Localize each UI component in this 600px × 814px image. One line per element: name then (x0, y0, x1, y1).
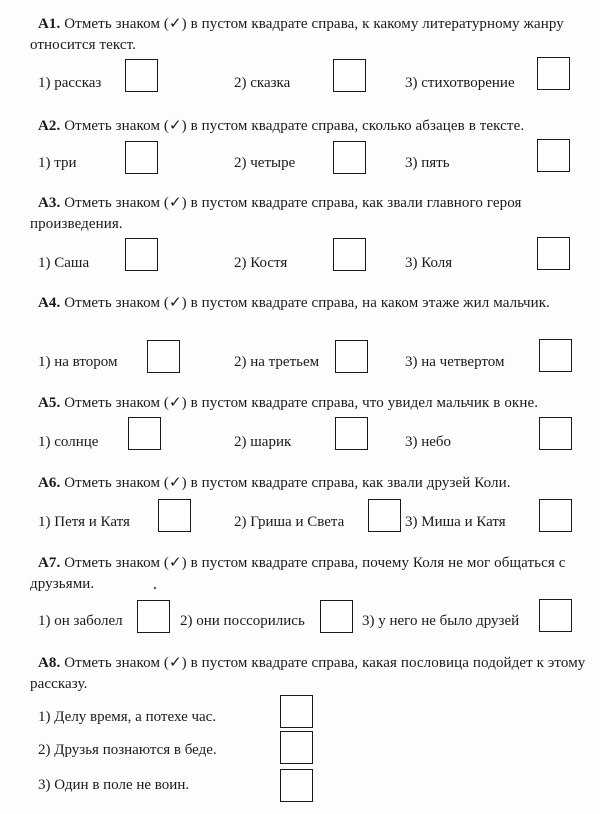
question-number: А8. (38, 655, 61, 671)
option-a1-3: 3) стихотворение (405, 75, 515, 91)
option-a4-2: 2) на третьем (234, 354, 320, 370)
answer-box-a6-1[interactable] (158, 499, 191, 532)
answer-box-a2-1[interactable] (125, 141, 158, 174)
option-a6-2: 2) Гриша и Света (234, 514, 345, 530)
question-prompt: Отметь знаком (✓) в пустом квадрате справа, как звали главного героя произведения. (30, 195, 522, 232)
question-a5-text (30, 393, 590, 414)
answer-box-a6-3[interactable] (539, 499, 572, 532)
question-number: А7. (38, 555, 61, 571)
answer-box-a8-3[interactable] (280, 769, 313, 802)
option-a3-3: 3) Коля (405, 255, 453, 271)
answer-box-a3-2[interactable] (333, 238, 366, 271)
question-number: А1. (38, 16, 61, 32)
answer-box-a7-3[interactable] (539, 599, 572, 632)
answer-box-a2-2[interactable] (333, 141, 366, 174)
option-a8-1: 1) Делу время, а потехе час. (38, 709, 217, 725)
question-a8-text (30, 653, 590, 695)
question-a6-text (30, 473, 590, 494)
option-a7-2: 2) они поссорились (180, 613, 305, 629)
question-prompt: Отметь знаком (✓) в пустом квадрате справа, почему Коля не мог общаться с друзьями. (30, 555, 566, 592)
answer-box-a5-1[interactable] (128, 417, 161, 450)
question-prompt: Отметь знаком (✓) в пустом квадрате справа, сколько абзацев в тексте. (60, 118, 525, 134)
question-prompt: Отметь знаком (✓) в пустом квадрате справа, как звали друзей Коли. (60, 475, 511, 491)
option-a5-3: 3) небо (405, 434, 452, 450)
question-a7-text (30, 553, 590, 595)
answer-box-a3-1[interactable] (125, 238, 158, 271)
question-prompt: Отметь знаком (✓) в пустом квадрате справа, на каком этаже жил мальчик. (60, 295, 550, 311)
option-a3-2: 2) Костя (234, 255, 288, 271)
question-prompt: Отметь знаком (✓) в пустом квадрате справа, к какому литературному жанру относится текст. (30, 16, 564, 53)
option-a4-1: 1) на втором (38, 354, 118, 370)
option-a8-3: 3) Один в поле не воин. (38, 777, 190, 793)
answer-box-a1-2[interactable] (333, 59, 366, 92)
scan-speck (152, 585, 158, 591)
option-a6-3: 3) Миша и Катя (405, 514, 506, 530)
option-a2-3: 3) пять (405, 155, 450, 171)
answer-box-a7-2[interactable] (320, 600, 353, 633)
option-a5-2: 2) шарик (234, 434, 292, 450)
answer-box-a1-1[interactable] (125, 59, 158, 92)
answer-box-a8-1[interactable] (280, 695, 313, 728)
answer-box-a5-3[interactable] (539, 417, 572, 450)
question-a4-text (30, 293, 590, 314)
option-a4-3: 3) на четвертом (405, 354, 505, 370)
question-a2-text (30, 116, 590, 137)
option-a2-2: 2) четыре (234, 155, 296, 171)
option-a6-1: 1) Петя и Катя (38, 514, 130, 530)
option-a5-1: 1) солнце (38, 434, 99, 450)
option-a7-3: 3) у него не было друзей (362, 613, 520, 629)
option-a7-1: 1) он заболел (38, 613, 123, 629)
answer-box-a2-3[interactable] (537, 139, 570, 172)
answer-box-a4-1[interactable] (147, 340, 180, 373)
question-a3-text (30, 193, 590, 235)
option-a2-1: 1) три (38, 155, 77, 171)
question-number: А4. (38, 295, 61, 311)
question-a1-text (30, 14, 590, 56)
question-number: А3. (38, 195, 61, 211)
question-prompt: Отметь знаком (✓) в пустом квадрате справа, что увидел мальчик в окне. (60, 395, 539, 411)
answer-box-a7-1[interactable] (137, 600, 170, 633)
question-prompt: Отметь знаком (✓) в пустом квадрате справа, какая пословица подойдет к этому рассказу. (30, 655, 586, 692)
question-number: А2. (38, 118, 61, 134)
answer-box-a5-2[interactable] (335, 417, 368, 450)
answer-box-a6-2[interactable] (368, 499, 401, 532)
option-a1-2: 2) сказка (234, 75, 291, 91)
answer-box-a1-3[interactable] (537, 57, 570, 90)
option-a8-2: 2) Друзья познаются в беде. (38, 742, 217, 758)
question-number: А6. (38, 475, 61, 491)
answer-box-a3-3[interactable] (537, 237, 570, 270)
option-a1-1: 1) рассказ (38, 75, 102, 91)
answer-box-a4-2[interactable] (335, 340, 368, 373)
question-number: А5. (38, 395, 61, 411)
answer-box-a4-3[interactable] (539, 339, 572, 372)
option-a3-1: 1) Саша (38, 255, 90, 271)
answer-box-a8-2[interactable] (280, 731, 313, 764)
